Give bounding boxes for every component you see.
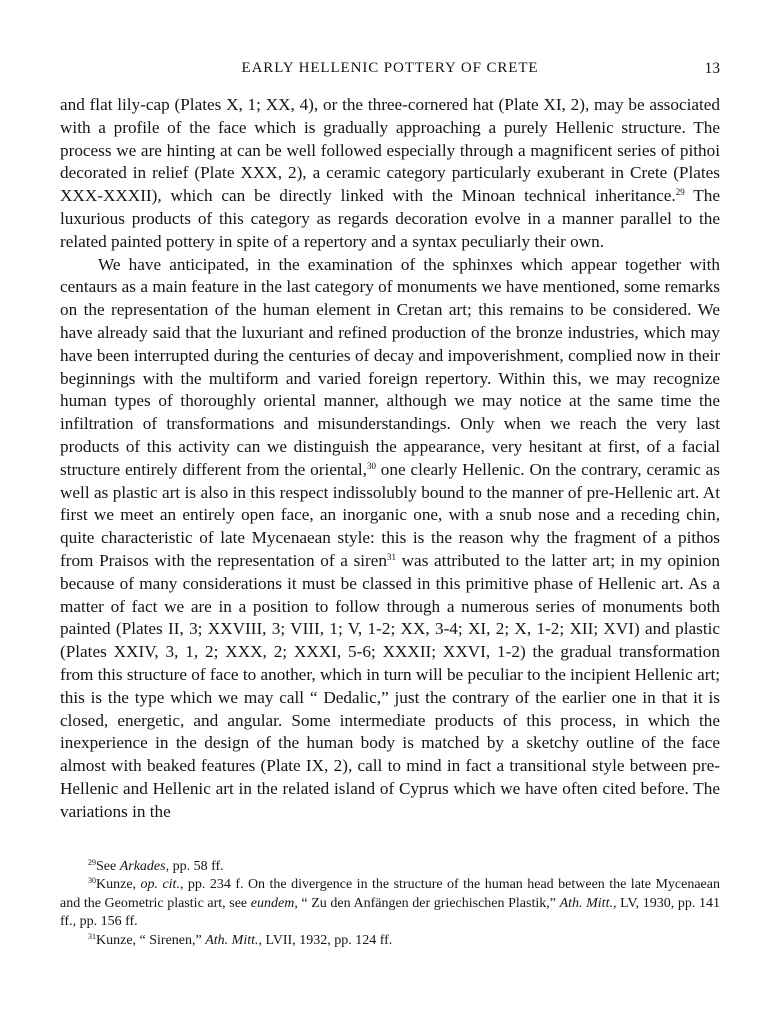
footnote-ref-30[interactable]: 30 [366,460,376,471]
paragraph-2-text-b: one clearly Hellenic. On the contrary, ceramic as well as plastic art is also in this respect indissolubly bound to the manner of pre-Hellenic art. At first we meet an entirely open face, an inorganic one, with a snub nose and a receding chin, quite characteristic of late Mycenaean style: this is the reason why the fragment of a pithos from Praisos with the representation of a siren [60,459,720,570]
footnote-text: See [96,859,120,874]
footnote-italic-title: eundem [250,895,295,911]
footnote-italic-title: op. cit. [140,877,180,893]
footnote-31 [60,932,720,950]
footnote-text: Kunze, “ Sirenen,” [96,932,206,948]
paragraph-2-text-c: was attributed to the latter art; in my opinion because of many considerations it must be classed in this primitive phase of Hellenic art. As a matter of fact we are in a position to follow through a numerous series of monuments both painted (Plates II, 3; XXVIII, 3; VIII, 1; V, 1-2; XX, 3-4; XI, 2; X, 1-2; XII; XVI) and plastic (Plates XXIV, 3, 1, 2; XXX, 2; XXXI, 5-6; XXXII; XXVI, 1-2) the gradual transformation from this structure of face to another, which in turn will be peculiar to the incipient Hellenic art; this is the type which we may call “ Dedalic,” just the contrary of the earlier one in that it is closed, energetic, and angular. Some intermediate products of this process, in which the inexperience in the design of the human body is matched by a sketchy outline of the face almost with beaked features (Plate IX, 2), call to mind in fact a transitional style between pre-Hellenic and Hellenic art in the related island of Cyprus which we have often cited before. The variations in the [60,550,720,821]
footnote-text: , pp. 58 ff. [165,859,224,874]
footnote-italic-title: Arkades [119,859,166,874]
footnote-ref-31[interactable]: 31 [386,551,396,562]
paragraph-1-text-a: and flat lily-cap (Plates X, 1; XX, 4), or the three-cornered hat (Plate XI, 2), may be associated with a profile of the face which is gradually approaching a purely Hellenic structure. The process we are hinting at can be well followed especially through a magnificent series of pithoi decorated in relief (Plate XXX, 2), a ceramic category particularly exuberant in Crete (Plates XXX-XXXII), which can be directly linked with the Minoan technical inheritance. [60,95,720,206]
footnote-italic-title: Ath. Mitt. [205,932,259,948]
footnote-30 [60,876,720,931]
footnotes [60,858,720,950]
page-number: 13 [704,60,720,77]
running-header [60,58,720,82]
footnote-text: , LV, 1930, pp. 141 ff., pp. 156 ff. [60,895,720,930]
footnote-text: , LVII, 1932, pp. 124 ff. [258,932,393,948]
footnote-italic-title: Ath. Mitt. [559,895,613,911]
paragraph-1 [60,94,720,254]
main-text [60,94,720,824]
running-title: EARLY HELLENIC POTTERY OF CRETE [241,60,539,76]
footnote-text: Kunze, [96,877,141,893]
footnote-number: 29 [88,858,96,867]
footnote-text: , “ Zu den Anfängen der griechischen Plastik,” [294,895,560,911]
footnote-number: 31 [88,931,96,941]
footnote-29 [60,858,720,876]
footnote-text: , pp. 234 f. On the divergence in the structure of the human head between the late Mycenaean and the Geometric plastic art, see [60,877,720,911]
paragraph-2 [60,254,720,824]
paragraph-2-text-a: We have anticipated, in the examination of the sphinxes which appear together with centaurs as a main feature in the last category of monuments we have mentioned, some remarks on the representation of the human element in Cretan art; this remains to be considered. We have already said that the luxuriant and refined production of the bronze industries, which may have been interrupted during the centuries of decay and impoverishment, complied now in their beginnings with the multiform and varied foreign repertory. Within this, we may recognize human types of thoroughly oriental manner, although we may notice at the same time the infiltration of transformations and misunderstandings. Only when we reach the very last products of this activity can we distinguish the appearance, very hesitant at first, of a facial structure entirely different from the oriental, [60,254,720,479]
footnote-ref-29[interactable]: 29 [675,187,685,198]
paragraph-1-text-b: The luxurious products of this category as regards decoration evolve in a manner parallel to the related painted pottery in spite of a repertory and a syntax peculiarly their own. [60,186,720,251]
footnote-number: 30 [88,876,96,886]
